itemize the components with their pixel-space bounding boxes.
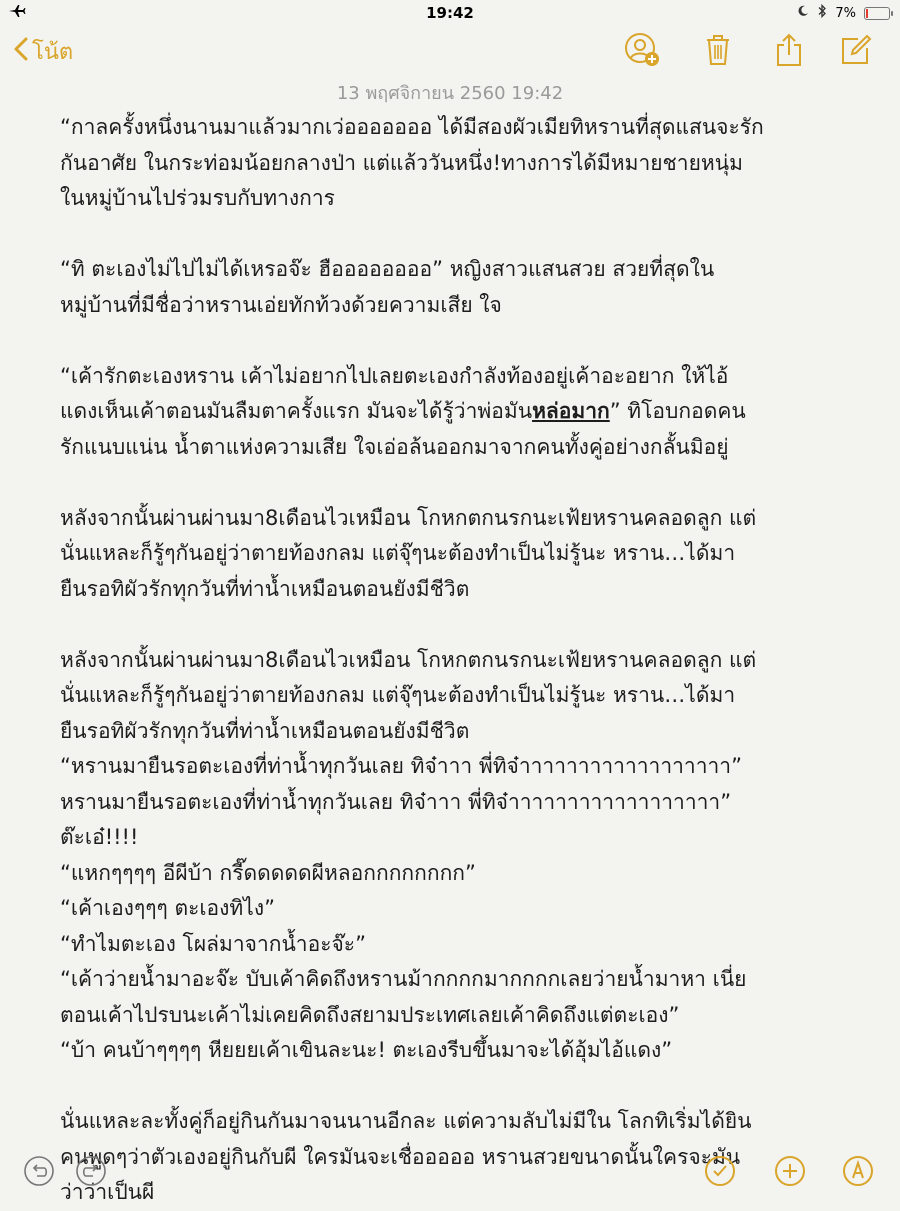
- trash-icon[interactable]: [700, 32, 736, 68]
- note-line: หมู่บ้านที่มีชื่อว่าหรานเอ่ยทักท้วงด้วยความเสีย ใจ: [60, 292, 502, 317]
- note-blank-line: [60, 465, 850, 501]
- note-line: “ทิ ตะเองไม่ไปไม่ได้เหรอจ๊ะ ฮืออออออออ” หญิงสาวแสนสวย สวยที่สุดใน: [60, 257, 715, 281]
- note-line: หลังจากนั้นผ่านผ่านมา8เดือนไวเหมือน โกหกตกนรกนะเฟ้ยหรานคลอดลูก แต่: [60, 647, 757, 672]
- note-blank-line: [60, 323, 850, 359]
- note-line: หรานมายืนรอตะเองที่ท่าน้ำทุกวันเลย ทิจ๋าาา พี่ทิจ๋าาาาาาาาาาาาาาาาาา”: [60, 789, 732, 814]
- note-line: “บ้า คนบ้าๆๆๆๆ หียยยเค้าเขินละนะ! ตะเองรีบขึ้นมาจะได้อุ้มไอ้แดง”: [60, 1038, 673, 1062]
- chevron-left-icon: [14, 37, 28, 67]
- back-button[interactable]: [14, 34, 73, 69]
- note-line: คนพูดๆว่าตัวเองอยู่กินกับผี ใครมันจะเชื่อออออ หรานสวยขนาดนั้นใครจะมัน: [60, 1144, 741, 1169]
- note-line: นั่นแหละก็รู้ๆกันอยู่ว่าตายท้องกลม แต่จุ๊ๆนะต้องทำเป็นไม่รู้นะ หราน…ได้มา: [60, 541, 736, 565]
- note-line: นั่นแหละละทั้งคู่ก็อยู่กินกันมาจนนานอีกละ แต่ความลับไม่มีใน โลกทิเริ่มได้ยิน: [60, 1109, 752, 1133]
- note-line: ยืนรอทิผัวรักทุกวันที่ท่าน้ำเหมือนตอนยังมีชีวิต: [60, 576, 470, 601]
- battery-icon: [864, 7, 890, 20]
- note-line: ตอนเค้าไปรบนะเค้าไม่เคยคิดถึงสยามประเทศเลยเค้าคิดถึงแต่ตะเอง”: [60, 1002, 680, 1027]
- back-label: โน้ต: [32, 40, 74, 65]
- note-line: ต๊ะเอ๋!!!!: [60, 825, 139, 849]
- note-line: “กาลครั้งหนึ่งนานมาแล้วมากเว่อออออออ ได้มีสองผัวเมียทิหรานที่สุดแสนจะรัก: [60, 115, 764, 139]
- share-icon[interactable]: [771, 32, 807, 68]
- note-body[interactable]: [60, 110, 850, 1204]
- checklist-icon[interactable]: [703, 1154, 737, 1188]
- note-blank-line: [60, 607, 850, 643]
- note-line: ว่าว่าเป็นผี: [60, 1180, 155, 1204]
- undo-icon[interactable]: [22, 1154, 56, 1188]
- note-line: หลังจากนั้นผ่านผ่านมา8เดือนไวเหมือน โกหกตกนรกนะเฟ้ยหรานคลอดลูก แต่: [60, 505, 757, 530]
- status-time: 19:42: [426, 4, 474, 22]
- compose-icon[interactable]: [838, 32, 874, 68]
- nav-bar: [0, 26, 900, 76]
- note-line: [60, 394, 850, 430]
- note-line: รักแนบแน่น น้ำตาแห่งความเสีย ใจเอ่อล้นออกมาจากคนทั้งคู่อย่างกลั้นมิอยู่: [60, 434, 729, 459]
- note-line: “เค้าว่ายน้ำมาอะจ๊ะ บับเค้าคิดถึงหรานม้ากกกกมากกกกเลยว่ายน้ำมาหา เนี่ย: [60, 967, 747, 991]
- note-line: กันอาศัย ในกระท่อมน้อยกลางป่า แต่แล้ววันหนึ่ง!ทางการได้มีหมายชายหนุ่ม: [60, 150, 743, 175]
- underlined-text: หล่อมาก: [532, 399, 610, 423]
- note-text: ” ทิโอบกอดคน: [609, 399, 746, 423]
- note-line: “เค้ารักตะเองหราน เค้าไม่อยากไปเลยตะเองกำลังท้องอยู่เค้าอะอยาก ให้ไอ้: [60, 363, 729, 388]
- note-line: “ทำไมตะเอง โผล่มาจากน้ำอะจ๊ะ”: [60, 931, 366, 956]
- battery-percent: 7%: [835, 5, 856, 21]
- note-blank-line: [60, 1069, 850, 1105]
- bottom-toolbar: [0, 1144, 900, 1200]
- note-blank-line: [60, 217, 850, 253]
- note-line: นั่นแหละก็รู้ๆกันอยู่ว่าตายท้องกลม แต่จุ๊ๆนะต้องทำเป็นไม่รู้นะ หราน…ได้มา: [60, 683, 736, 707]
- note-text: แดงเห็นเค้าตอนมันลืมตาครั้งแรก มันจะได้รู้ว่าพ่อมัน: [60, 399, 533, 423]
- markup-icon[interactable]: [841, 1154, 875, 1188]
- status-bar: [0, 0, 900, 26]
- add-people-icon[interactable]: [624, 32, 660, 68]
- note-line: “แหกๆๆๆๆ อีผีบ้า กรี๊ดดดดดผีหลอกกกกกกกก”: [60, 860, 476, 885]
- add-icon[interactable]: [773, 1154, 807, 1188]
- note-line: ในหมู่บ้านไปร่วมรบกับทางการ: [60, 186, 335, 210]
- note-line: “หรานมายืนรอตะเองที่ท่าน้ำทุกวันเลย ทิจ๋าาา พี่ทิจ๋าาาาาาาาาาาาาาาาาา”: [60, 754, 742, 778]
- note-line: “เค้าเองๆๆๆ ตะเองทิไง”: [60, 896, 275, 920]
- redo-icon[interactable]: [74, 1154, 108, 1188]
- note-line: ยืนรอทิผัวรักทุกวันที่ท่าน้ำเหมือนตอนยังมีชีวิต: [60, 718, 470, 743]
- note-timestamp: 13 พฤศจิกายน 2560 19:42: [336, 83, 564, 104]
